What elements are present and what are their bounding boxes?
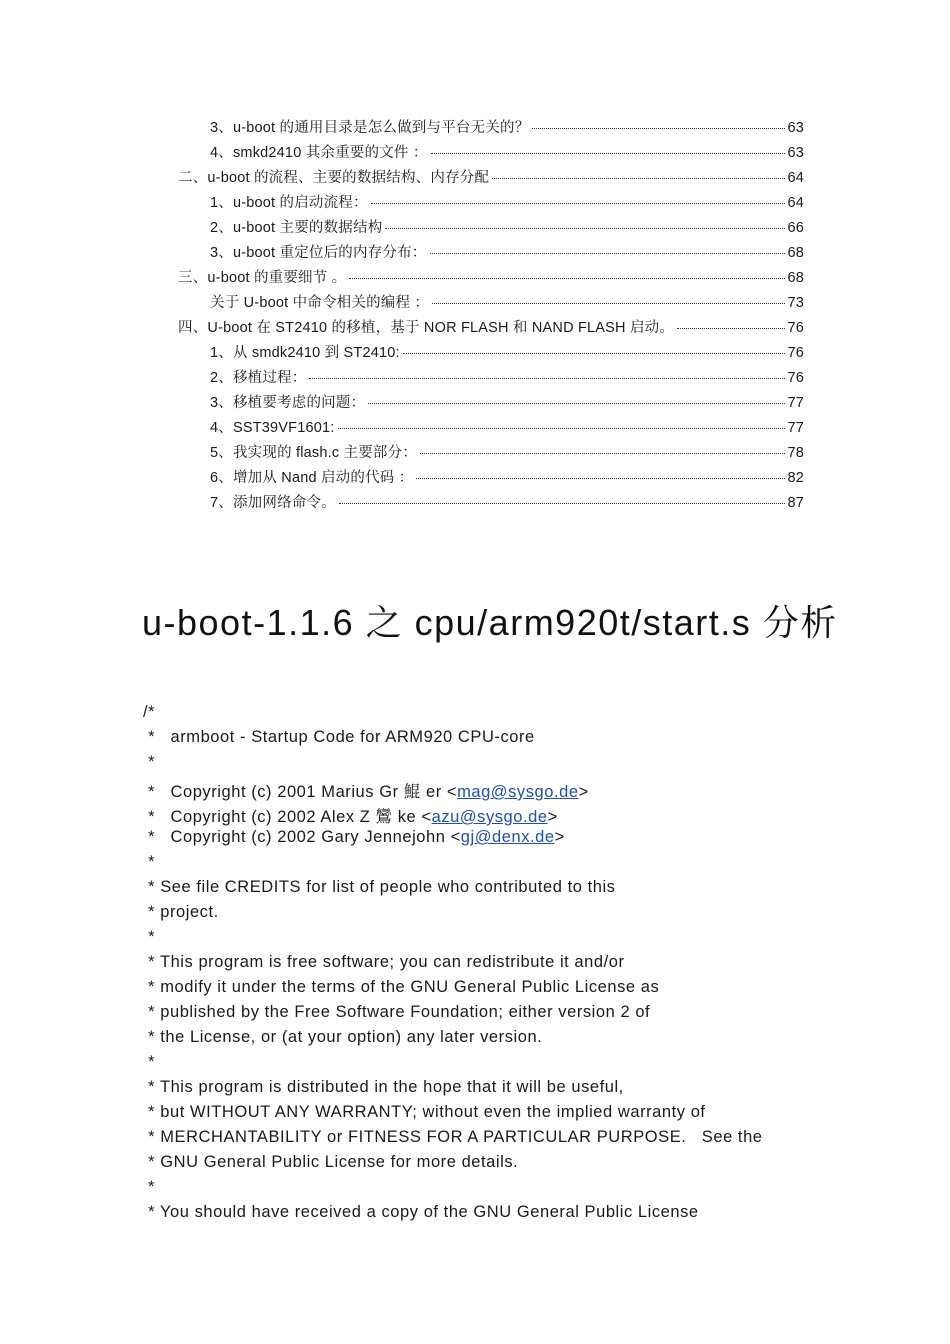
toc-entry[interactable] bbox=[210, 241, 804, 263]
code-line-suffix: > bbox=[554, 828, 565, 846]
toc-entry-title: 1、从 smdk2410 到 ST2410: bbox=[210, 345, 400, 361]
code-line: * This program is free software; you can redistribute it and/or bbox=[143, 953, 625, 971]
toc-leader-dots bbox=[532, 128, 785, 129]
toc-leader-dots bbox=[368, 403, 785, 404]
toc-entry-page: 66 bbox=[787, 220, 804, 236]
toc-entry[interactable] bbox=[210, 441, 804, 463]
email-link[interactable]: mag@sysgo.de bbox=[457, 783, 579, 801]
toc-entry-title: 3、u-boot 重定位后的内存分布： bbox=[210, 245, 427, 261]
code-line: * the License, or (at your option) any later version. bbox=[143, 1028, 543, 1046]
code-line bbox=[143, 803, 558, 828]
toc-entry-title: 二、u-boot 的流程、主要的数据结构、内存分配 bbox=[178, 170, 490, 186]
toc-leader-dots bbox=[385, 228, 785, 229]
code-line: * You should have received a copy of the GNU General Public License bbox=[143, 1203, 699, 1221]
toc-entry-title: 2、移植过程： bbox=[210, 370, 307, 386]
code-line-text: * Copyright (c) 2002 Alex Z 鸞 ke < bbox=[143, 808, 432, 826]
toc-entry[interactable] bbox=[210, 466, 804, 488]
toc-leader-dots bbox=[339, 503, 786, 504]
toc-entry-page: 63 bbox=[787, 145, 804, 161]
toc-entry-title: 3、移植要考虑的问题： bbox=[210, 395, 366, 411]
code-line-text: * Copyright (c) 2001 Marius Gr 鯤 er < bbox=[143, 783, 458, 801]
code-line: * GNU General Public License for more details. bbox=[143, 1153, 519, 1171]
toc-entry[interactable] bbox=[210, 216, 804, 238]
toc-entry-title: 4、smkd2410 其余重要的文件 ： bbox=[210, 145, 428, 161]
toc-entry-page: 76 bbox=[787, 345, 804, 361]
toc-entry[interactable] bbox=[210, 416, 804, 438]
toc-leader-dots bbox=[371, 203, 786, 204]
toc-entry-page: 87 bbox=[787, 495, 804, 511]
code-line: * bbox=[143, 1178, 156, 1196]
code-line: * armboot - Startup Code for ARM920 CPU-core bbox=[143, 728, 535, 746]
toc-entry-page: 73 bbox=[787, 295, 804, 311]
toc-entry-title: 三、u-boot 的重要细节 。 bbox=[178, 270, 347, 286]
toc-leader-dots bbox=[431, 153, 786, 154]
toc-entry-title: 7、添加网络命令。 bbox=[210, 495, 336, 511]
toc-entry-page: 76 bbox=[787, 320, 804, 336]
code-line: * bbox=[143, 853, 156, 871]
code-line: * bbox=[143, 928, 156, 946]
toc-leader-dots bbox=[432, 303, 785, 304]
toc-leader-dots bbox=[309, 378, 785, 379]
toc-entry[interactable] bbox=[210, 491, 804, 513]
toc-leader-dots bbox=[430, 253, 786, 254]
code-line: * project. bbox=[143, 903, 219, 921]
code-line: * MERCHANTABILITY or FITNESS FOR A PARTICULAR PURPOSE. See the bbox=[143, 1128, 763, 1146]
toc-leader-dots bbox=[677, 328, 785, 329]
code-line bbox=[143, 778, 589, 803]
toc-entry-page: 78 bbox=[787, 445, 804, 461]
code-line: * published by the Free Software Foundation; either version 2 of bbox=[143, 1003, 651, 1021]
toc-entry-page: 64 bbox=[787, 195, 804, 211]
toc-entry[interactable] bbox=[178, 316, 804, 338]
code-line: /* bbox=[143, 703, 156, 721]
toc-entry-title: 3、u-boot 的通用目录是怎么做到与平台无关的？ bbox=[210, 120, 530, 136]
toc-entry-title: 5、我实现的 flash.c 主要部分： bbox=[210, 445, 418, 461]
toc-entry-page: 64 bbox=[787, 170, 804, 186]
toc-leader-dots bbox=[492, 178, 785, 179]
toc-entry-page: 77 bbox=[787, 420, 804, 436]
code-line-suffix: > bbox=[547, 808, 558, 826]
page-title: u-boot-1.1.6 之 cpu/arm920t/start.s 分析 bbox=[142, 602, 838, 643]
toc-leader-dots bbox=[416, 478, 785, 479]
code-line bbox=[143, 828, 565, 853]
toc-entry[interactable] bbox=[210, 116, 804, 138]
toc-entry-title: 2、u-boot 主要的数据结构 bbox=[210, 220, 383, 236]
code-line: * but WITHOUT ANY WARRANTY; without even the implied warranty of bbox=[143, 1103, 706, 1121]
code-line: * bbox=[143, 1053, 156, 1071]
toc-entry-page: 68 bbox=[787, 245, 804, 261]
code-line: * bbox=[143, 753, 156, 771]
toc-entry[interactable] bbox=[178, 166, 804, 188]
toc-entry-page: 68 bbox=[787, 270, 804, 286]
toc-entry[interactable] bbox=[210, 341, 804, 363]
toc-entry[interactable] bbox=[178, 266, 804, 288]
toc-entry-title: 1、u-boot 的启动流程： bbox=[210, 195, 368, 211]
code-line: * See file CREDITS for list of people who contributed to this bbox=[143, 878, 616, 896]
email-link[interactable]: gj@denx.de bbox=[460, 828, 555, 846]
toc-entry-page: 63 bbox=[787, 120, 804, 136]
code-line: * This program is distributed in the hope that it will be useful, bbox=[143, 1078, 624, 1096]
toc-leader-dots bbox=[349, 278, 785, 279]
toc-entry[interactable] bbox=[210, 291, 804, 313]
toc-entry[interactable] bbox=[210, 191, 804, 213]
toc-entry-page: 82 bbox=[787, 470, 804, 486]
toc-entry-title: 6、增加从 Nand 启动的代码 ： bbox=[210, 470, 414, 486]
toc-entry-title: 4、SST39VF1601: bbox=[210, 420, 335, 436]
toc-entry-page: 77 bbox=[787, 395, 804, 411]
code-line-suffix: > bbox=[578, 783, 589, 801]
toc-entry[interactable] bbox=[210, 391, 804, 413]
toc-entry[interactable] bbox=[210, 366, 804, 388]
toc-leader-dots bbox=[403, 353, 786, 354]
code-line-text: * Copyright (c) 2002 Gary Jennejohn < bbox=[143, 828, 461, 846]
email-link[interactable]: azu@sysgo.de bbox=[431, 808, 548, 826]
code-line: * modify it under the terms of the GNU General Public License as bbox=[143, 978, 660, 996]
toc-leader-dots bbox=[338, 428, 786, 429]
toc-entry-page: 76 bbox=[787, 370, 804, 386]
toc-leader-dots bbox=[420, 453, 785, 454]
toc-entry-title: 四、U-boot 在 ST2410 的移植，基于 NOR FLASH 和 NAND FLASH 启动。 bbox=[178, 320, 675, 336]
toc-entry[interactable] bbox=[210, 141, 804, 163]
toc-entry-title: 关于 U-boot 中命令相关的编程 ： bbox=[210, 295, 430, 311]
